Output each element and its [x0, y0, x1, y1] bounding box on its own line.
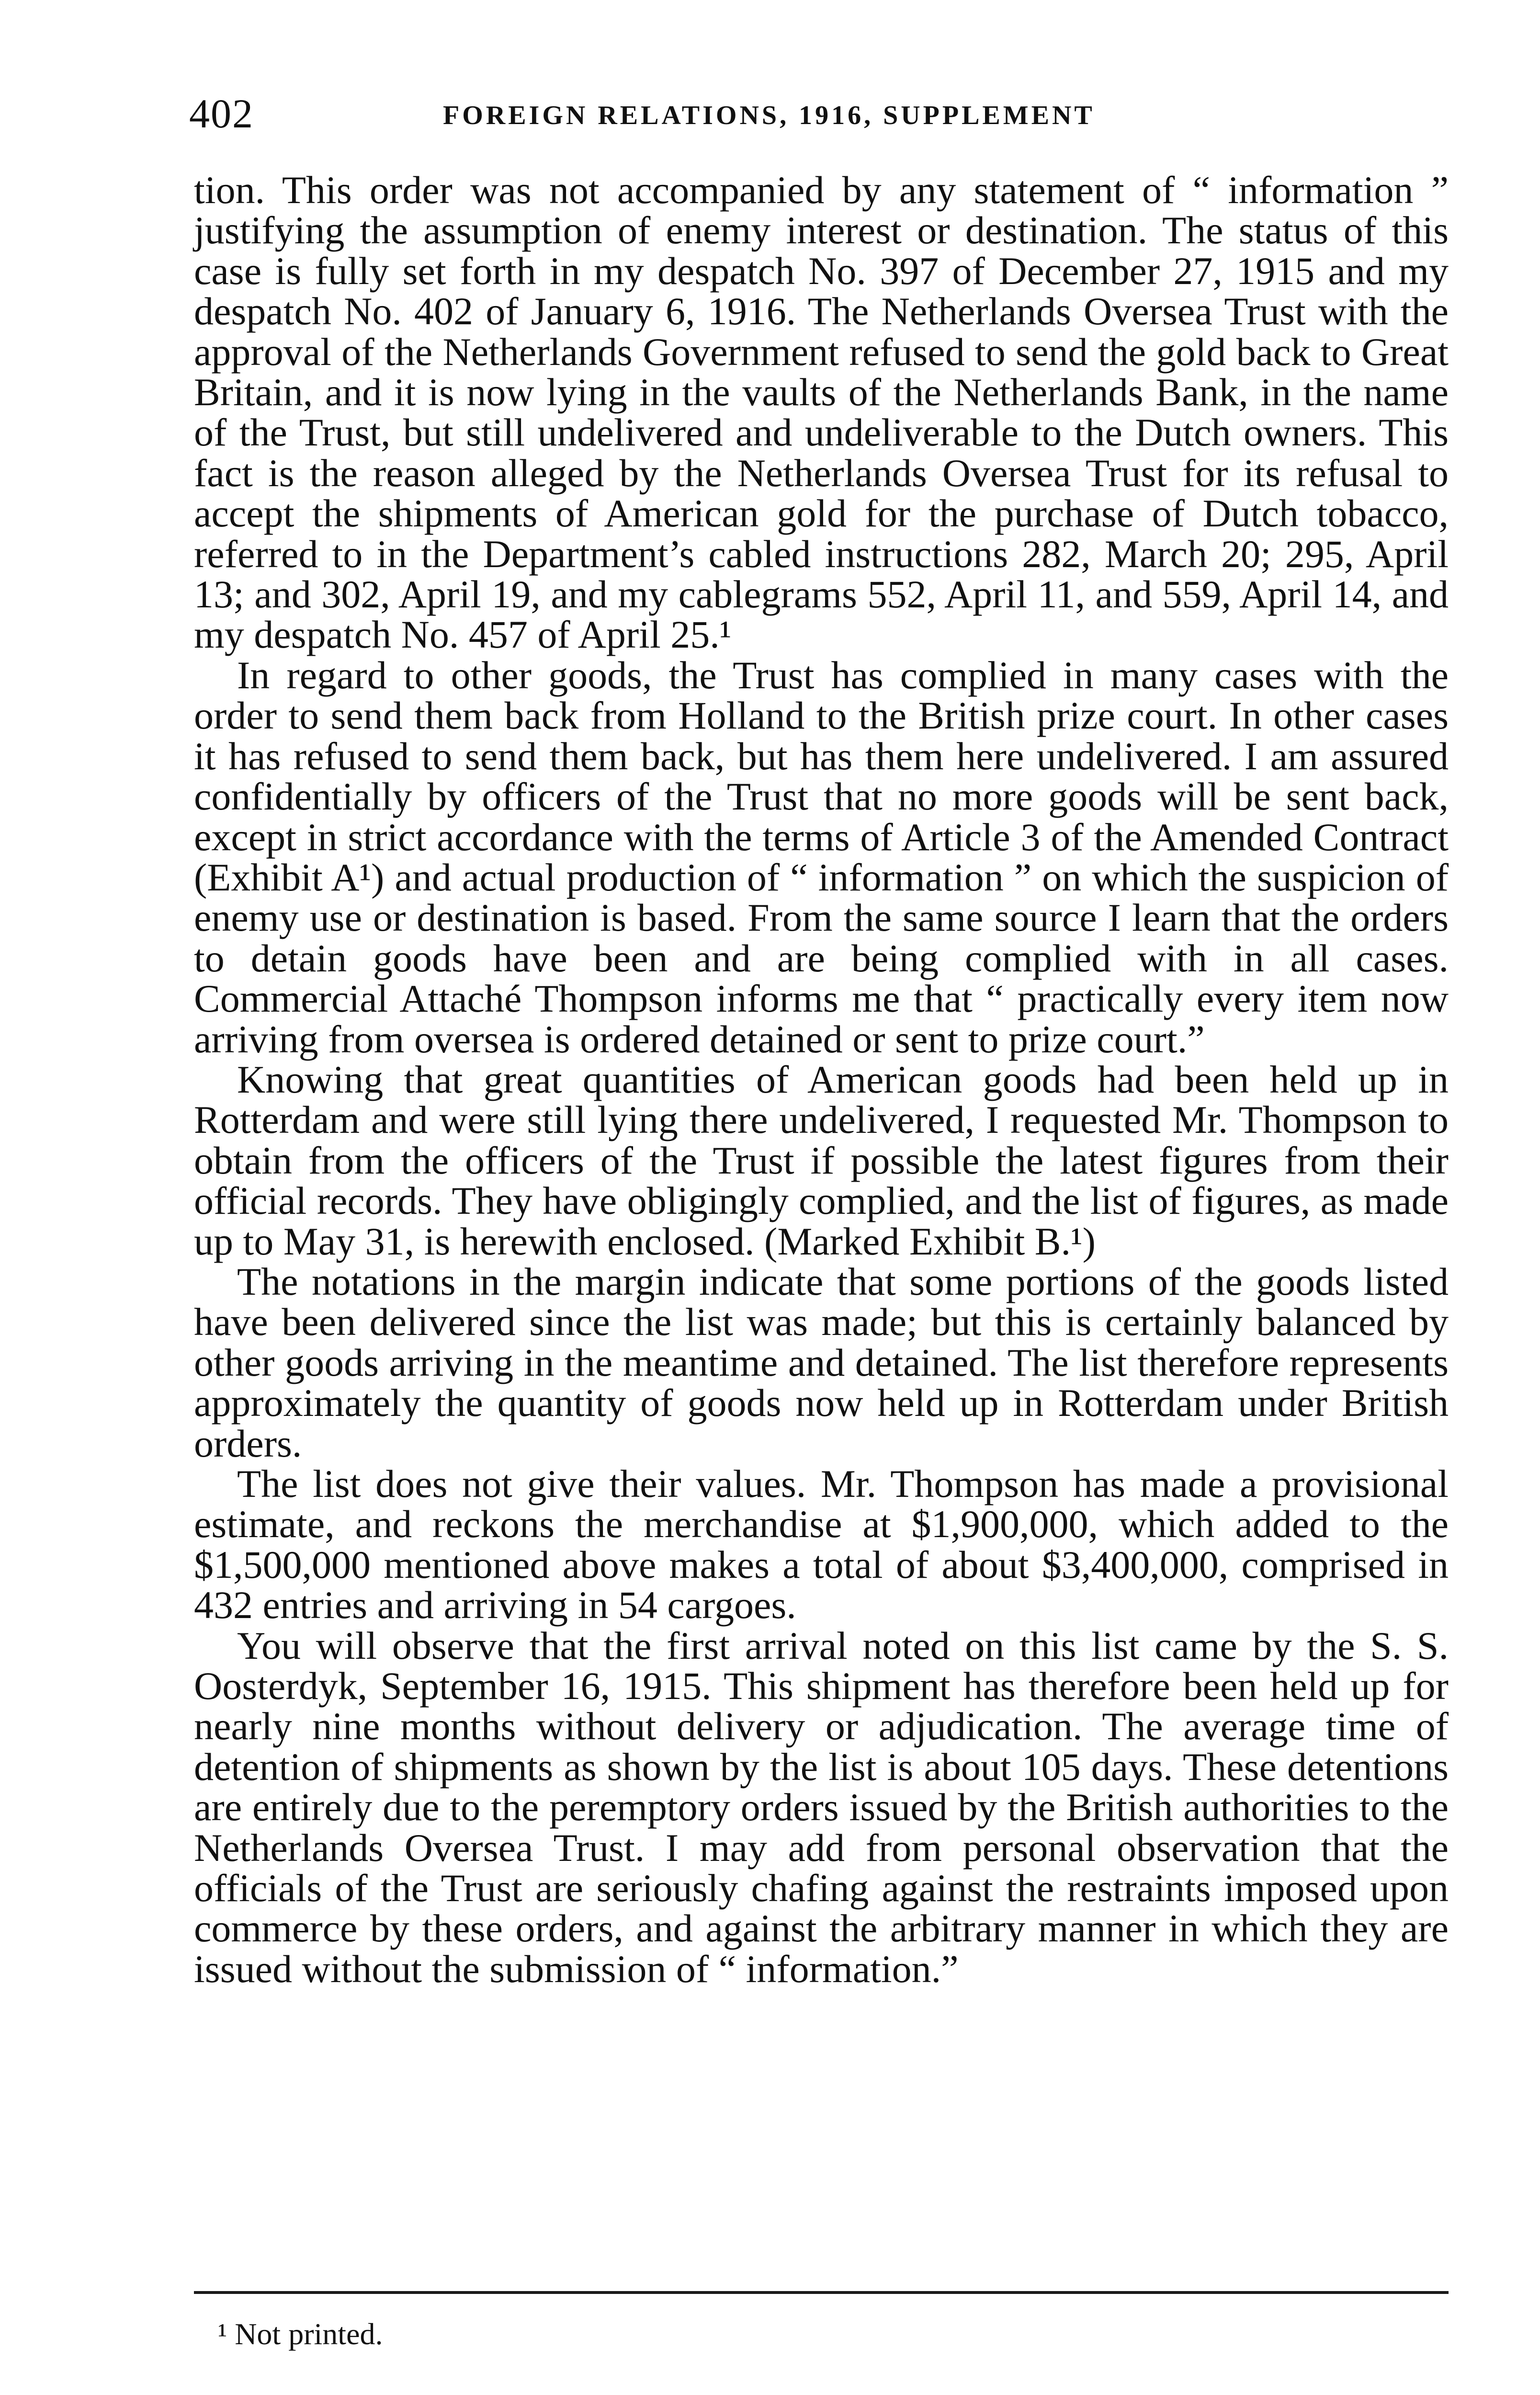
paragraph-1: tion. This order was not accompanied by any statement of “ information ” justifying the assumption of enemy interest or destination. The status of this case is fully set forth in my despatch No. 397 of December 27, 1915 and my despatch No. 402 of January 6, 1916. The Netherlands Oversea Trust with the approval of the Netherlands Government refused to send the gold back to Great Britain, and it is now lying in the vaults of the Netherlands Bank, in the name of the Trust, but still undelivered and undeliverable to the Dutch owners. This fact is the reason alleged by the Netherlands Oversea Trust for its refusal to accept the shipments of American gold for the purchase of Dutch tobacco, referred to in the Department’s cabled instructions 282, March 20; 295, April 13; and 302, April 19, and my cablegrams 552, April 11, and 559, April 14, and my despatch No. 457 of April 25.¹	[194, 168, 1449, 657]
footnote: ¹ Not printed.	[218, 2317, 383, 2351]
paragraph-5: The list does not give their values. Mr. Thompson has made a provisional estimate, and reckons the merchandise at $1,900,000, which added to the $1,500,000 mentioned above makes a total of about $3,400,000, comprised in 432 entries and arriving in 54 cargoes.	[194, 1462, 1449, 1627]
body-text	[194, 170, 1449, 1989]
paragraph-4: The notations in the margin indicate that some portions of the goods listed have been delivered since the list was made; but this is certainly balanced by other goods arriving in the meantime and detained. The list therefore represents approximately the quantity of goods now held up in Rotterdam under British orders.	[194, 1259, 1449, 1465]
paragraph-6: You will observe that the first arrival noted on this list came by the S. S. Oosterdyk, September 16, 1915. This shipment has therefore been held up for nearly nine months without delivery or adjudication. The average time of detention of shipments as shown by the list is about 105 days. These detentions are entirely due to the peremptory orders issued by the British authorities to the Netherlands Oversea Trust. I may add from personal observation that the officials of the Trust are seriously chafing against the restraints imposed upon commerce by these orders, and against the arbitrary manner in which they are issued without the submission of “ information.”	[194, 1623, 1449, 1991]
footnote-divider	[194, 2291, 1449, 2294]
running-head: FOREIGN RELATIONS, 1916, SUPPLEMENT	[443, 101, 1095, 130]
paragraph-3: Knowing that great quantities of American goods had been held up in Rotterdam and were still lying there undelivered, I requested Mr. Thompson to obtain from the officers of the Trust if possible the latest figures from their official records. They have obligingly complied, and the list of figures, as made up to May 31, is herewith enclosed. (Marked Exhibit B.¹)	[194, 1057, 1449, 1263]
page-header	[189, 87, 1453, 140]
paragraph-2: In regard to other goods, the Trust has complied in many cases with the order to send them back from Holland to the British prize court. In other cases it has refused to send them back, but has them here undelivered. I am assured confidentially by officers of the Trust that no more goods will be sent back, except in strict accordance with the terms of Article 3 of the Amended Contract (Exhibit A¹) and actual production of “ information ” on which the suspicion of enemy use or destination is based. From the same source I learn that the orders to detain goods have been and are being complied with in all cases. Commercial Attaché Thompson informs me that “ practically every item now arriving from oversea is ordered detained or sent to prize court.”	[194, 653, 1449, 1061]
page-number: 402	[189, 91, 254, 137]
